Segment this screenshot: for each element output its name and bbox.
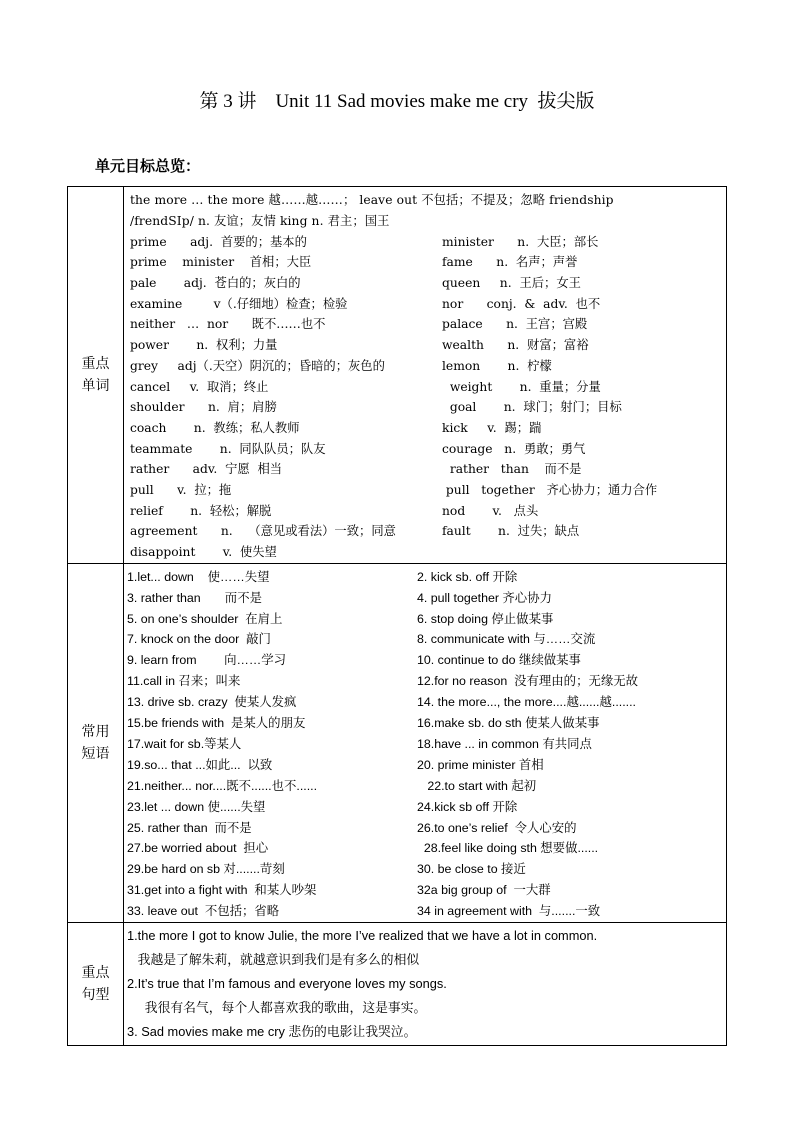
vocab-entry-right: kick v. 踢；踹 [442, 420, 542, 435]
sentences-label: 重点句型 [81, 964, 110, 1003]
vocab-entry-right: lemon n. 柠檬 [442, 358, 552, 373]
phrase-line [124, 670, 726, 691]
phrase-entry-right: 2. kick sb. off 开除 [417, 569, 518, 584]
vocab-line [124, 437, 726, 458]
phrase-entry-right: 14. the more..., the more....越......越....... [417, 695, 636, 710]
phrases-label: 常用短语 [81, 723, 110, 762]
vocab-line [124, 417, 726, 438]
phrase-entry-left: 23.let ... down 使......失望 [127, 799, 266, 814]
phrase-entry-left: 15.be friends with 是某人的朋友 [127, 716, 306, 731]
sentences-content [124, 922, 727, 1045]
phrase-line [124, 691, 726, 712]
vocab-entry-left: grey adj（.天空）阴沉的；昏暗的；灰色的 [130, 358, 385, 373]
vocab-entry-left: rather adv. 宁愿 相当 [130, 462, 283, 477]
vocab-entry-left: power n. 权利；力量 [130, 338, 278, 353]
phrase-entry-right: 34 in agreement with 与.......一致 [417, 904, 601, 919]
phrases-content [124, 564, 727, 922]
vocab-entry-left: coach n. 教练；私人教师 [130, 420, 300, 435]
phrase-line [124, 753, 726, 774]
sentence-line: 2.It’s true that I’m famous and everyone loves my songs. [127, 975, 447, 991]
vocab-entry-left: examine v（.仔细地）检查；检验 [130, 296, 348, 311]
phrase-entry-left: 29.be hard on sb 对.......苛刻 [127, 862, 285, 877]
phrase-entry-left: 5. on one’s shoulder 在肩上 [127, 611, 283, 626]
phrase-entry-left: 31.get into a fight with 和某人吵架 [127, 883, 317, 898]
vocab-line [124, 272, 726, 293]
phrase-entry-left: 17.wait for sb.等某人 [127, 736, 242, 751]
phrases-row [68, 564, 727, 922]
phrase-entry-right: 12.for no reason 没有理由的；无缘无故 [417, 674, 639, 689]
phrase-entry-left: 33. leave out 不包括；省略 [127, 904, 280, 919]
vocab-entry-left: prime minister 首相；大臣 [130, 255, 312, 270]
phrase-entry-right: 24.kick sb off 开除 [417, 799, 518, 814]
vocab-entry-right: nor conj. & adv. 也不 [442, 296, 601, 311]
phrase-line [124, 586, 726, 607]
vocab-line [124, 541, 726, 562]
phrase-entry-left: 11.call in 召来；叫来 [127, 674, 241, 689]
vocab-line [124, 334, 726, 355]
phrase-entry-left: 25. rather than 而不是 [127, 820, 252, 835]
phrase-line [124, 733, 726, 754]
vocab-entry-right: nod v. 点头 [442, 503, 539, 518]
phrase-line [124, 628, 726, 649]
phrase-entry-right: 26.to one’s relief 令人心安的 [417, 820, 577, 835]
vocab-entry-left: pull v. 拉；拖 [130, 482, 232, 497]
phrase-line [124, 795, 726, 816]
phrase-entry-right: 32a big group of 一大群 [417, 883, 551, 898]
vocab-line [124, 458, 726, 479]
sentence-line: 1.the more I got to know Julie, the more I’ve realized that we have a lot in common. [127, 927, 598, 943]
vocab-entry-right: goal n. 球门；射门；目标 [442, 400, 622, 415]
vocab-entry-right: wealth n. 财富；富裕 [442, 338, 589, 353]
phrase-entry-right: 8. communicate with 与……交流 [417, 632, 596, 647]
sentences-row [68, 922, 727, 1045]
vocab-entry-left: agreement n. （意见或看法）一致；同意 [130, 524, 396, 539]
words-label: 重点单词 [81, 356, 110, 395]
vocab-entry-right: courage n. 勇敢；勇气 [442, 441, 586, 456]
words-row [68, 187, 727, 564]
vocab-line [124, 396, 726, 417]
phrase-line [124, 649, 726, 670]
vocab-entry-right: fault n. 过失；缺点 [442, 524, 580, 539]
phrase-entry-right: 4. pull together 齐心协力 [417, 590, 552, 605]
phrase-entry-right: 10. continue to do 继续做某事 [417, 653, 581, 668]
vocab-line [124, 230, 726, 251]
vocab-line [124, 520, 726, 541]
vocab-line [124, 479, 726, 500]
phrase-entry-left: 1.let... down 使……失望 [127, 569, 270, 584]
phrase-entry-right: 28.feel like doing sth 想要做...... [417, 841, 599, 856]
phrase-entry-left: 19.so... that ...如此... 以致 [127, 757, 273, 772]
phrase-line [124, 774, 726, 795]
vocab-line [124, 313, 726, 334]
sentences-label-cell [68, 922, 124, 1045]
phrase-line [124, 837, 726, 858]
section-subtitle: 单元目标总览： [95, 157, 201, 175]
phrase-entry-right: 22.to start with 起初 [417, 778, 537, 793]
phrase-entry-right: 6. stop doing 停止做某事 [417, 611, 554, 626]
phrase-entry-right: 16.make sb. do sth 使某人做某事 [417, 716, 600, 731]
vocab-line [124, 292, 726, 313]
vocab-line [124, 251, 726, 272]
phrase-entry-left: 7. knock on the door 敲门 [127, 632, 271, 647]
phrase-line [124, 816, 726, 837]
words-label-cell [68, 187, 124, 564]
vocab-entry-left: disappoint v. 使失望 [130, 545, 277, 560]
vocab-entry-left: cancel v. 取消；终止 [130, 379, 269, 394]
vocab-list [124, 230, 726, 561]
sentence-translation: 我很有名气，每个人都喜欢我的歌曲，这是事实。 [127, 999, 427, 1015]
vocab-entry-left: relief n. 轻松；解脱 [130, 503, 272, 518]
phrases-label-cell [68, 564, 124, 922]
vocab-line: /frendSIp/ n. 友谊；友情 king n. 君主；国王 [130, 214, 390, 229]
vocab-entry-right: palace n. 王宫；宫殿 [442, 317, 588, 332]
phrase-entry-left: 9. learn from 向……学习 [127, 653, 287, 668]
vocab-entry-right: queen n. 王后；女王 [442, 276, 581, 291]
overview-table [67, 186, 727, 1046]
phrase-line [124, 879, 726, 900]
phrase-line [124, 858, 726, 879]
vocab-entry-left: prime adj. 首要的；基本的 [130, 234, 307, 249]
phrase-entry-left: 3. rather than 而不是 [127, 590, 262, 605]
vocab-line [124, 355, 726, 376]
phrase-entry-right: 18.have ... in common 有共同点 [417, 736, 592, 751]
vocab-entry-right: fame n. 名声；声誉 [442, 255, 578, 270]
vocab-entry-right: weight n. 重量；分量 [442, 379, 601, 394]
phrase-line [124, 565, 726, 586]
vocab-entry-right: pull together 齐心协力；通力合作 [442, 482, 658, 497]
phrase-entry-left: 13. drive sb. crazy 使某人发疯 [127, 695, 297, 710]
vocab-entry-right: rather than 而不是 [442, 462, 582, 477]
vocab-line [124, 499, 726, 520]
vocab-line: the more … the more 越……越……； leave out 不包括；不提及；忽略 friendship [130, 193, 614, 208]
phrase-entry-left: 27.be worried about 担心 [127, 841, 269, 856]
vocab-line [124, 375, 726, 396]
vocab-entry-left: neither … nor 既不……也不 [130, 317, 326, 332]
phrase-list [124, 565, 726, 920]
phrase-line [124, 900, 726, 921]
vocab-entry-left: shoulder n. 肩；肩膀 [130, 400, 277, 415]
vocab-entry-left: teammate n. 同队队员；队友 [130, 441, 326, 456]
phrase-entry-left: 21.neither... nor....既不......也不...... [127, 778, 318, 793]
phrase-line [124, 712, 726, 733]
sentence-line: 3. Sad movies make me cry 悲伤的电影让我哭泣。 [127, 1023, 417, 1039]
sentence-translation: 我越是了解朱莉，就越意识到我们是有多么的相似 [127, 951, 420, 967]
vocab-entry-left: pale adj. 苍白的；灰白的 [130, 276, 301, 291]
phrase-entry-right: 20. prime minister 首相 [417, 757, 544, 772]
phrase-line [124, 607, 726, 628]
phrase-entry-right: 30. be close to 接近 [417, 862, 526, 877]
words-content [124, 187, 727, 564]
page-title: 第 3 讲 Unit 11 Sad movies make me cry 拔尖版 [199, 91, 595, 112]
vocab-entry-right: minister n. 大臣；部长 [442, 234, 599, 249]
